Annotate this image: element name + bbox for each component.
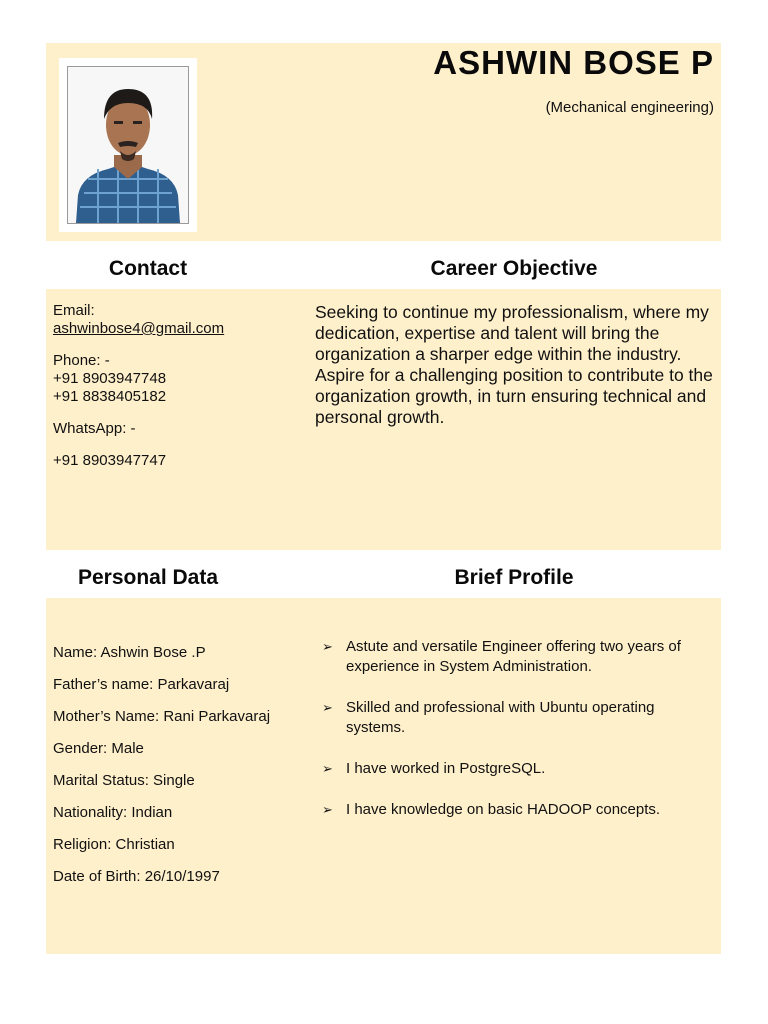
email-link[interactable]: ashwinbose4@gmail.com [53, 320, 225, 337]
career-objective-text: Seeking to continue my professionalism, where my dedication, expertise and talent will bring the organization a sharper edge within the industry. Aspire for a challenging position to contribute to the organization growth, in turn ensuring technical and personal growth. [315, 302, 713, 427]
phone-label: Phone: - [53, 352, 110, 369]
personal-data-heading: Personal Data [77, 566, 219, 589]
brief-profile-heading: Brief Profile [454, 566, 574, 589]
brief-item-text: Skilled and professional with Ubuntu operating systems. [346, 699, 655, 736]
profile-photo-frame [59, 58, 197, 232]
phone-number-2: +91 8838405182 [53, 388, 167, 405]
email-entry [53, 302, 293, 338]
personal-data-list [53, 644, 283, 900]
arrow-bullet-icon: ➢ [322, 761, 333, 776]
person-portrait-icon [68, 67, 188, 223]
personal-father-name: Father’s name: Parkavaraj [53, 676, 230, 693]
personal-name: Name: Ashwin Bose .P [53, 644, 206, 661]
resume-name: ASHWIN BOSE P [433, 44, 714, 81]
arrow-bullet-icon: ➢ [322, 639, 333, 654]
personal-date-of-birth: Date of Birth: 26/10/1997 [53, 868, 220, 885]
arrow-bullet-icon: ➢ [322, 700, 333, 715]
personal-marital-status: Marital Status: Single [53, 772, 195, 789]
list-item [322, 759, 717, 779]
personal-gender: Gender: Male [53, 740, 144, 757]
contact-heading: Contact [108, 257, 188, 280]
whatsapp-label: WhatsApp: - [53, 420, 136, 437]
list-item [322, 800, 717, 820]
profile-photo [67, 66, 189, 224]
career-objective-heading: Career Objective [430, 257, 598, 280]
phone-entry [53, 352, 293, 406]
phone-number-1: +91 8903947748 [53, 370, 167, 387]
arrow-bullet-icon: ➢ [322, 802, 333, 817]
whatsapp-number: +91 8903947747 [53, 452, 167, 469]
personal-nationality: Nationality: Indian [53, 804, 173, 821]
contact-details [53, 302, 293, 484]
list-item [322, 698, 717, 738]
email-label: Email: [53, 302, 95, 319]
resume-subtitle: (Mechanical engineering) [545, 99, 714, 116]
brief-item-text: Astute and versatile Engineer offering two years of experience in System Administration. [346, 638, 681, 675]
brief-profile-list [322, 637, 717, 841]
personal-mother-name: Mother’s Name: Rani Parkavaraj [53, 708, 271, 725]
brief-item-text: I have worked in PostgreSQL. [346, 760, 546, 777]
list-item [322, 637, 717, 677]
personal-religion: Religion: Christian [53, 836, 175, 853]
brief-item-text: I have knowledge on basic HADOOP concepts. [346, 801, 661, 818]
